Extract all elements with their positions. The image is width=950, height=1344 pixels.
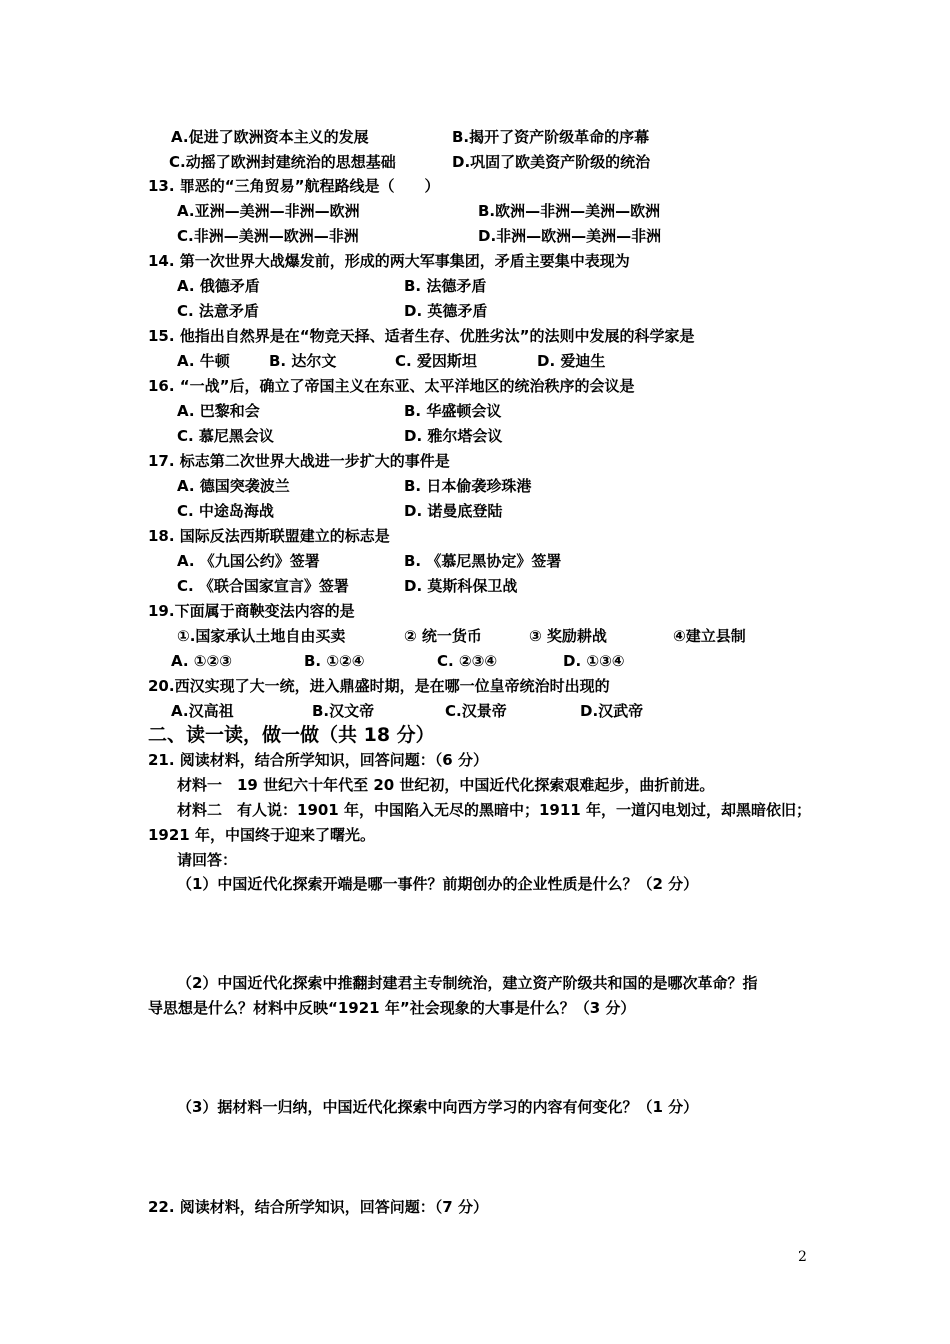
q18-option-b: B. 《慕尼黑协定》签署 <box>404 552 562 570</box>
q19-option-c: C. ②③④ <box>437 652 498 670</box>
q21-material-2-line-1: 材料二 有人说：1901 年，中国陷入无尽的黑暗中；1911 年，一道闪电划过，却黑暗依旧； <box>177 801 811 819</box>
q21-part-2-line-1: （2）中国近代化探索中推翻封建君主专制统治，建立资产阶级共和国的是哪次革命？指 <box>177 974 758 992</box>
q19-item-4: ④建立县制 <box>673 627 746 645</box>
q13-option-b: B.欧洲—非洲—美洲—欧洲 <box>478 202 661 220</box>
q12-option-a: A.促进了欧洲资本主义的发展 <box>171 128 369 146</box>
q19-option-a: A. ①②③ <box>171 652 232 670</box>
q15-stem: 15. 他指出自然界是在“物竞天择、适者生存、优胜劣汰”的法则中发展的科学家是 <box>148 327 695 345</box>
q18-option-a: A. 《九国公约》签署 <box>177 552 320 570</box>
section-heading: 二、读一读，做一做（共 18 分） <box>148 724 435 746</box>
q21-part-1: （1）中国近代化探索开端是哪一事件？前期创办的企业性质是什么？（2 分） <box>177 875 699 893</box>
q14-option-d: D. 英德矛盾 <box>404 302 488 320</box>
q15-option-b: B. 达尔文 <box>269 352 337 370</box>
q19-item-1: ①.国家承认土地自由买卖 <box>177 627 346 645</box>
q19-option-b: B. ①②④ <box>304 652 365 670</box>
q12-option-d: D.巩固了欧美资产阶级的统治 <box>452 153 651 171</box>
q21-part-3: （3）据材料一归纳，中国近代化探索中向西方学习的内容有何变化？（1 分） <box>177 1098 699 1116</box>
q21-stem: 21. 阅读材料，结合所学知识，回答问题：（6 分） <box>148 751 488 769</box>
q17-option-c: C. 中途岛海战 <box>177 502 274 520</box>
q19-stem: 19.下面属于商鞅变法内容的是 <box>148 602 355 620</box>
q20-option-d: D.汉武帝 <box>580 702 644 720</box>
q16-stem: 16. “一战”后，确立了帝国主义在东亚、太平洋地区的统治秩序的会议是 <box>148 377 635 395</box>
page-number: 2 <box>798 1249 807 1265</box>
q17-option-a: A. 德国突袭波兰 <box>177 477 290 495</box>
q17-option-b: B. 日本偷袭珍珠港 <box>404 477 532 495</box>
q22-stem: 22. 阅读材料，结合所学知识，回答问题：（7 分） <box>148 1198 488 1216</box>
q20-option-c: C.汉景帝 <box>445 702 507 720</box>
q19-item-3: ③ 奖励耕战 <box>529 627 607 645</box>
q14-option-a: A. 俄德矛盾 <box>177 277 260 295</box>
q18-option-c: C. 《联合国家宣言》签署 <box>177 577 349 595</box>
q14-stem: 14. 第一次世界大战爆发前，形成的两大军事集团，矛盾主要集中表现为 <box>148 252 630 270</box>
q20-option-a: A.汉高祖 <box>171 702 234 720</box>
q20-stem: 20.西汉实现了大一统，进入鼎盛时期，是在哪一位皇帝统治时出现的 <box>148 677 610 695</box>
q15-option-d: D. 爱迪生 <box>537 352 606 370</box>
q17-option-d: D. 诺曼底登陆 <box>404 502 503 520</box>
q12-option-b: B.揭开了资产阶级革命的序幕 <box>452 128 650 146</box>
q16-option-b: B. 华盛顿会议 <box>404 402 502 420</box>
q15-option-c: C. 爱因斯坦 <box>395 352 477 370</box>
q16-option-d: D. 雅尔塔会议 <box>404 427 503 445</box>
q13-stem: 13. 罪恶的“三角贸易”航程路线是（ ） <box>148 177 440 195</box>
q19-option-d: D. ①③④ <box>563 652 625 670</box>
q21-material-2-line-2: 1921 年，中国终于迎来了曙光。 <box>148 826 375 844</box>
q18-option-d: D. 莫斯科保卫战 <box>404 577 518 595</box>
q16-option-c: C. 慕尼黑会议 <box>177 427 274 445</box>
q18-stem: 18. 国际反法西斯联盟建立的标志是 <box>148 527 390 545</box>
q16-option-a: A. 巴黎和会 <box>177 402 260 420</box>
q14-option-c: C. 法意矛盾 <box>177 302 259 320</box>
q14-option-b: B. 法德矛盾 <box>404 277 487 295</box>
q15-option-a: A. 牛顿 <box>177 352 230 370</box>
q13-option-d: D.非洲—欧洲—美洲—非洲 <box>478 227 662 245</box>
q17-stem: 17. 标志第二次世界大战进一步扩大的事件是 <box>148 452 450 470</box>
q13-option-c: C.非洲—美洲—欧洲—非洲 <box>177 227 359 245</box>
q19-item-2: ② 统一货币 <box>404 627 482 645</box>
q21-ask: 请回答： <box>177 851 238 869</box>
q21-part-2-line-2: 导思想是什么？材料中反映“1921 年”社会现象的大事是什么？（3 分） <box>148 999 636 1017</box>
q20-option-b: B.汉文帝 <box>312 702 375 720</box>
q12-option-c: C.动摇了欧洲封建统治的思想基础 <box>169 153 396 171</box>
q21-material-1: 材料一 19 世纪六十年代至 20 世纪初，中国近代化探索艰难起步，曲折前进。 <box>177 776 715 794</box>
q13-option-a: A.亚洲—美洲—非洲—欧洲 <box>177 202 360 220</box>
